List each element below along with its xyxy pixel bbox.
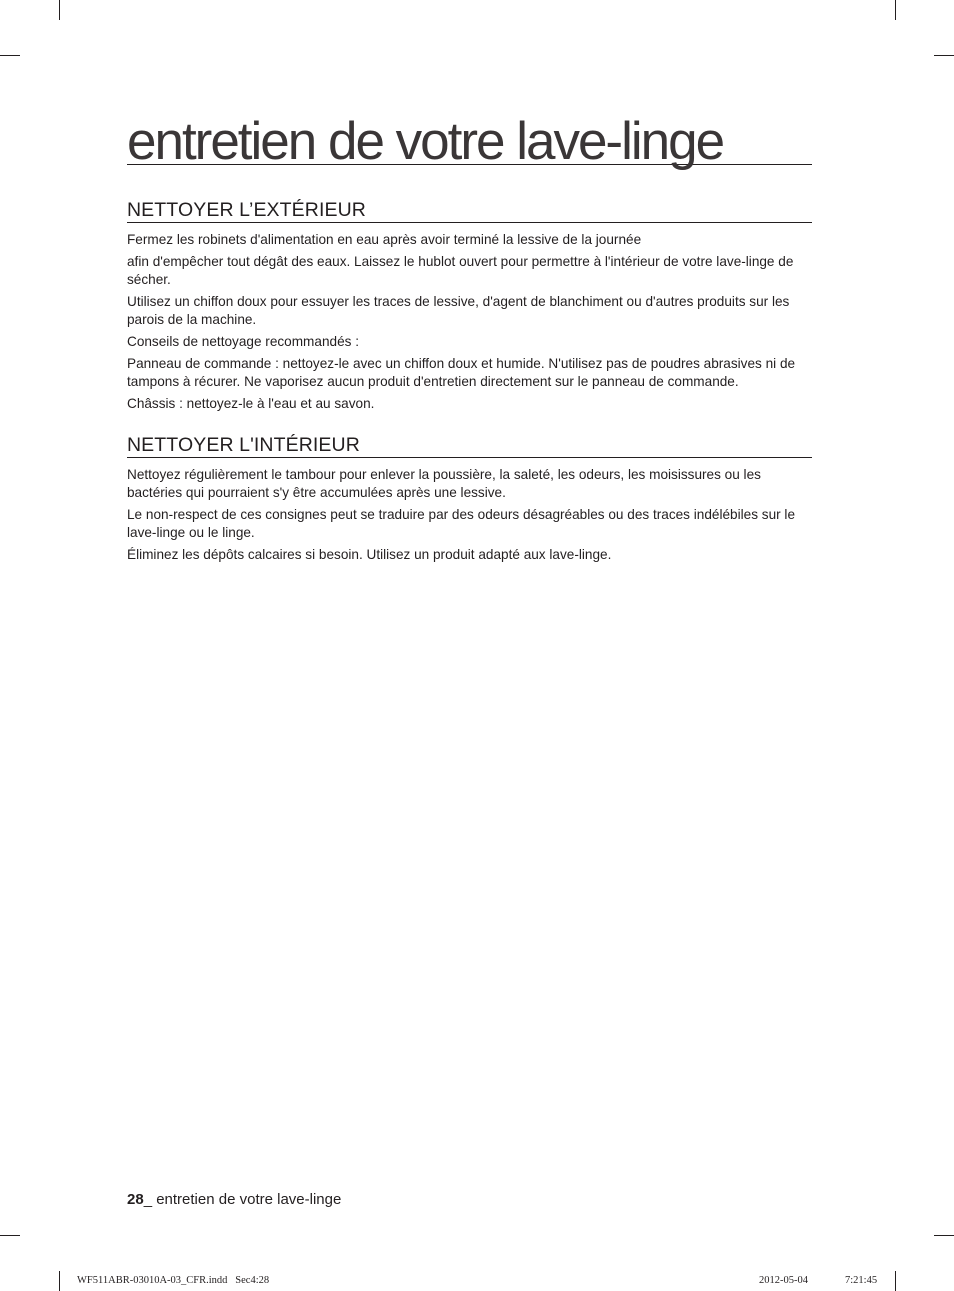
crop-mark-top-left [59, 0, 60, 20]
paragraph: Fermez les robinets d'alimentation en eau après avoir terminé la lessive de la journée [127, 232, 642, 247]
paragraph: Éliminez les dépôts calcaires si besoin. Utilisez un produit adapté aux lave-linge. [127, 547, 612, 562]
footer-section-name: entretien de votre lave-linge [156, 1191, 342, 1208]
page-footer [127, 1190, 341, 1210]
section-body [127, 231, 812, 413]
crop-mark-bottom-left [59, 1271, 60, 1291]
crop-mark-left-top [0, 55, 20, 56]
paragraph: Nettoyez régulièrement le tambour pour enlever la poussière, la saleté, les odeurs, les moisissures ou les bactéries qui pourraient s'y être accumulées après une lessive. [127, 467, 761, 500]
paragraph: Utilisez un chiffon doux pour essuyer les traces de lessive, d'agent de blanchiment ou d'autres produits sur les parois de la machine. [127, 294, 790, 327]
paragraph: Conseils de nettoyage recommandés : [127, 334, 359, 349]
page-number: 28 [127, 1191, 144, 1208]
section-heading: NETTOYER L'INTÉRIEUR [127, 434, 812, 458]
slug-file: WF511ABR-03010A-03_CFR.indd Sec4:28 [77, 1275, 270, 1286]
paragraph: afin d'empêcher tout dégât des eaux. Laissez le hublot ouvert pour permettre à l'intérieur de votre lave-linge de sécher. [127, 254, 794, 287]
crop-mark-right-top [934, 55, 954, 56]
crop-mark-left-bottom [0, 1235, 20, 1236]
section-exterior [127, 199, 812, 417]
slug-time: 7:21:45 [845, 1275, 878, 1286]
paragraph: Le non-respect de ces consignes peut se traduire par des odeurs désagréables ou des traces indélébiles sur le lave-linge ou le linge. [127, 507, 796, 540]
section-body [127, 466, 812, 564]
section-interior [127, 434, 812, 568]
crop-mark-top-right [895, 0, 896, 20]
section-heading: NETTOYER L’EXTÉRIEUR [127, 199, 812, 223]
slug-date: 2012-05-04 [759, 1275, 808, 1286]
crop-mark-right-bottom [934, 1235, 954, 1236]
paragraph: Châssis : nettoyez-le à l'eau et au savon. [127, 396, 375, 411]
crop-mark-bottom-right [895, 1271, 896, 1291]
footer-separator: _ [143, 1191, 157, 1208]
paragraph: Panneau de commande : nettoyez-le avec un chiffon doux et humide. N'utilisez pas de poudres abrasives ni de tampons à récurer. Ne vaporisez aucun produit d'entretien directement sur le panneau de commande. [127, 356, 796, 389]
page-title: entretien de votre lave-linge [127, 112, 812, 165]
